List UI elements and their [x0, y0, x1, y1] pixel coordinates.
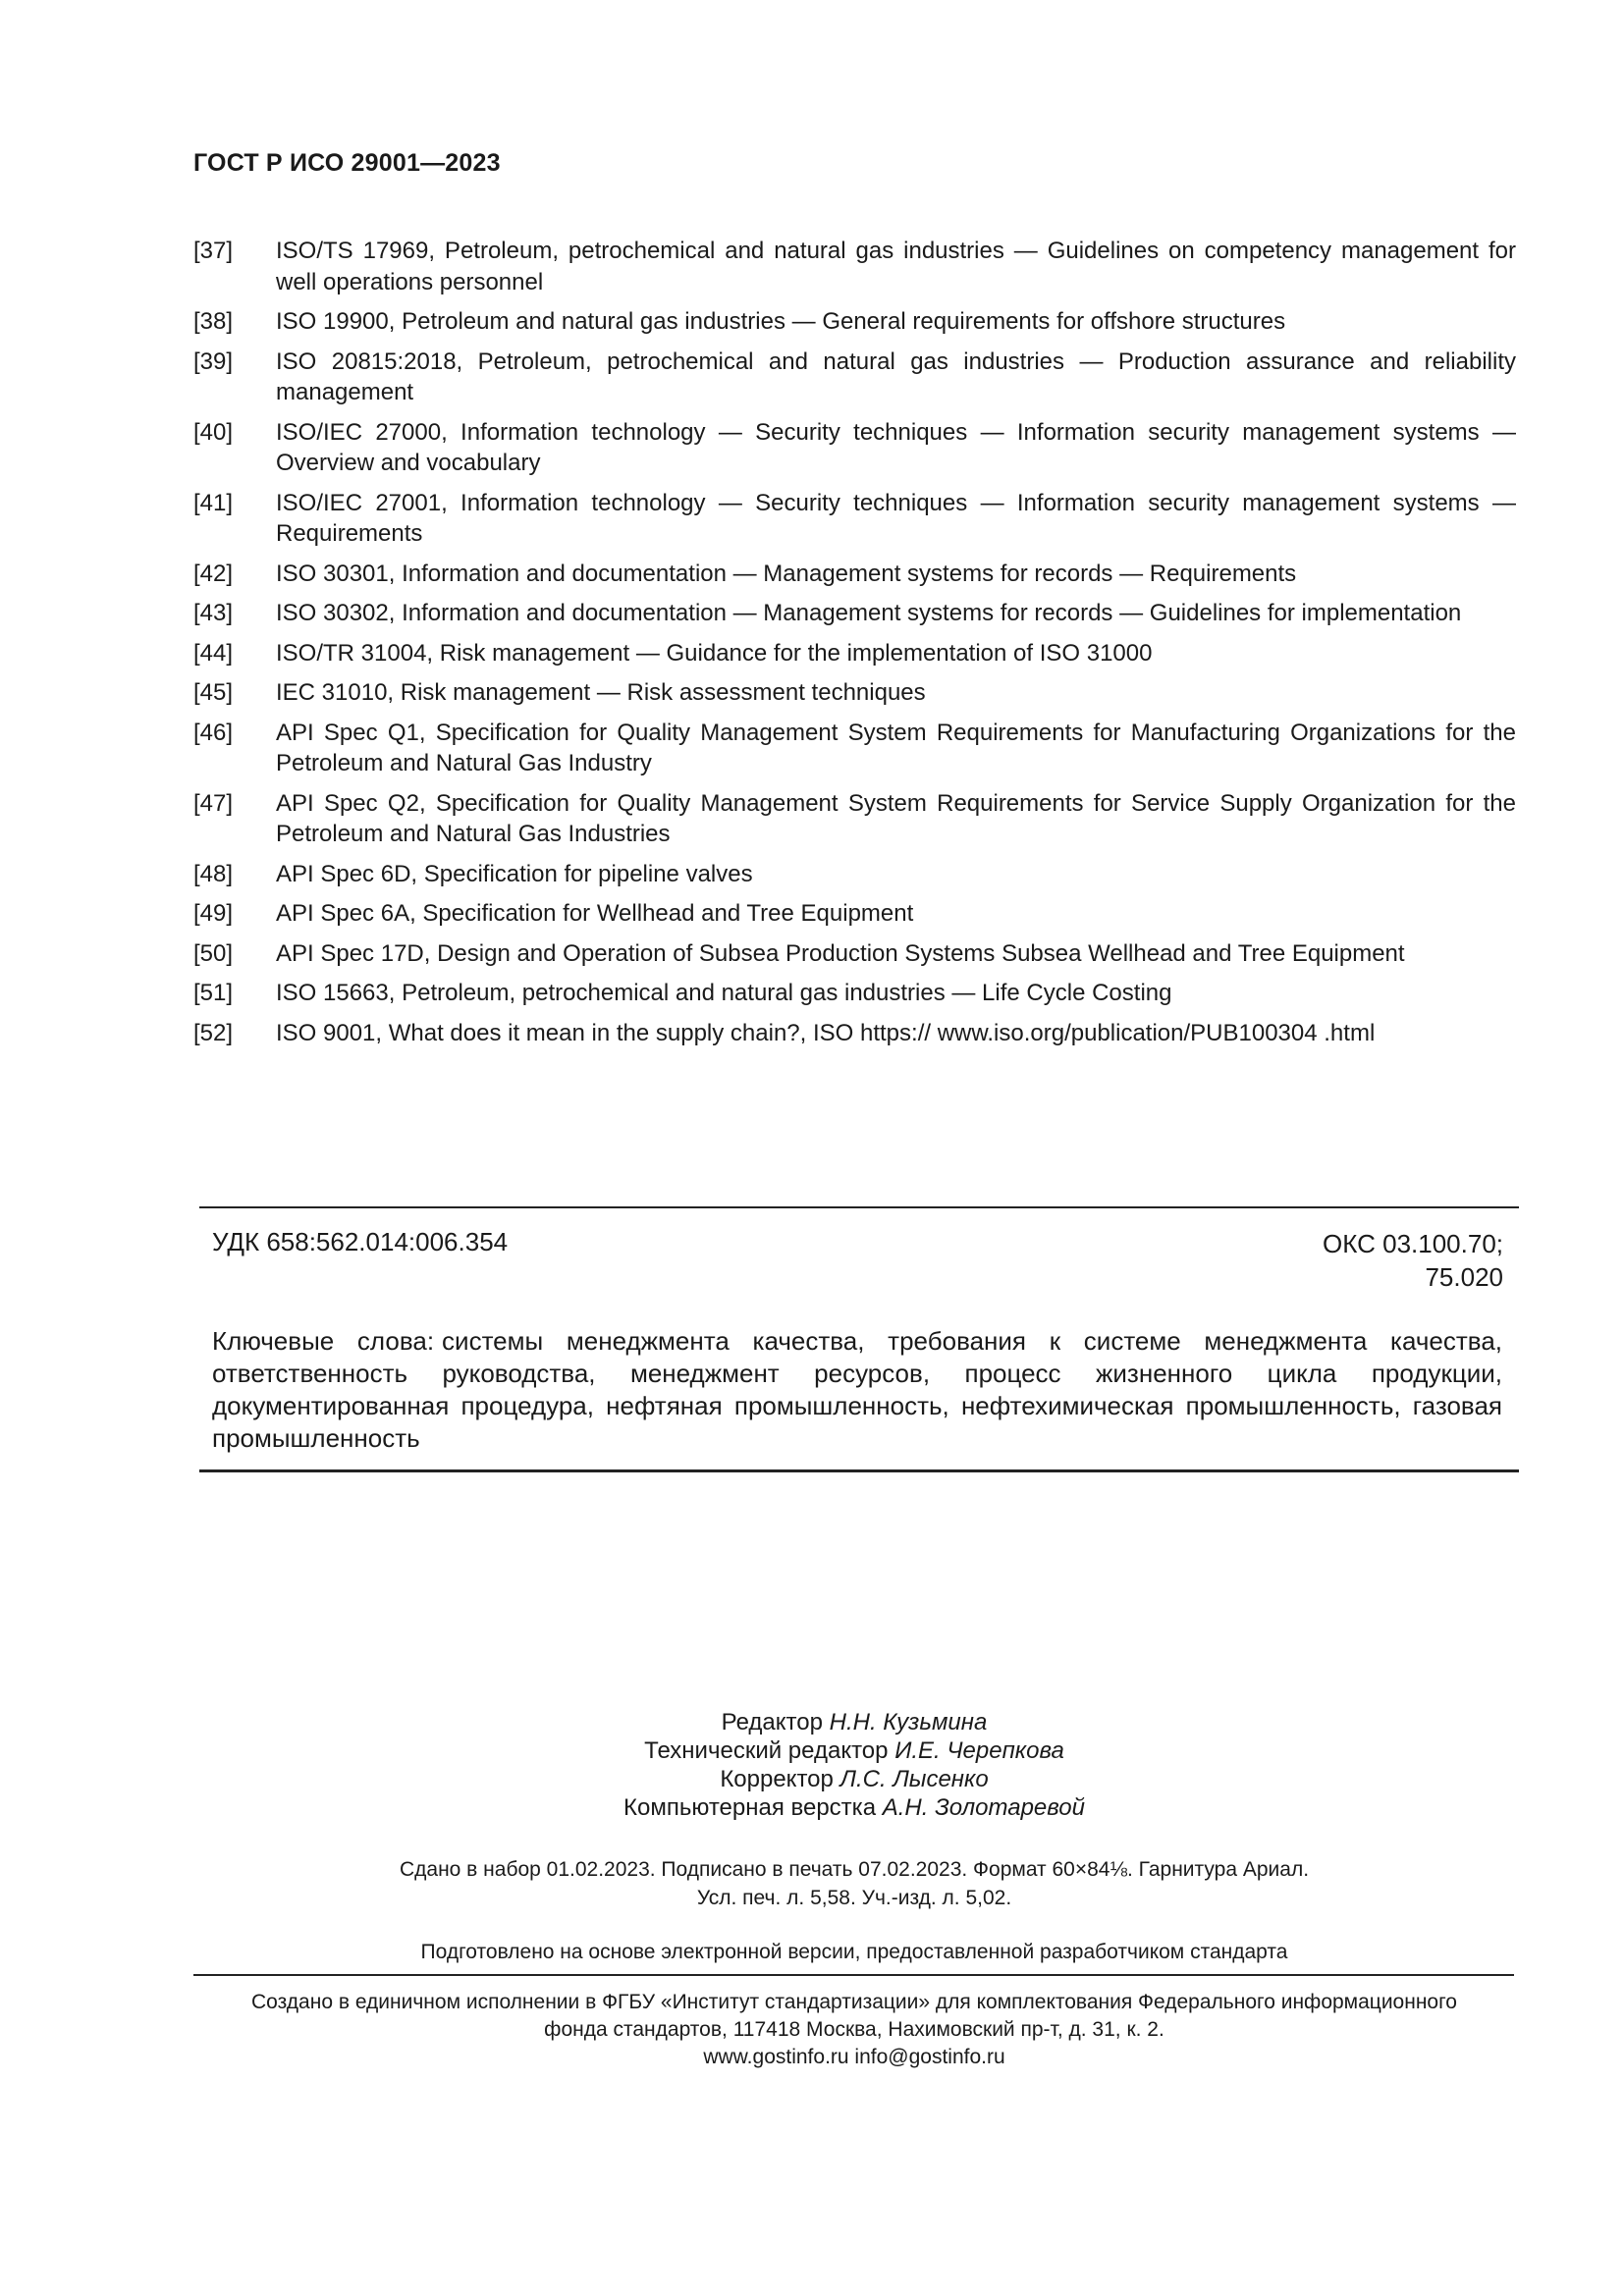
ref-number: [45]: [193, 679, 234, 706]
ref-text: ISO 19900, Petroleum and natural gas industries — General requirements for offshore structures: [276, 308, 1286, 335]
ref-number: [41]: [193, 489, 234, 516]
divider-top: [199, 1206, 1519, 1208]
print-info-line-1: Сдано в набор 01.02.2023. Подписано в печать 07.02.2023. Формат 60×84⅛. Гарнитура Ариал.: [399, 1858, 1310, 1881]
ref-number: [48]: [193, 860, 234, 887]
oks-line-2: 75.020: [1425, 1262, 1503, 1292]
ref-text: API Spec 17D, Design and Operation of Subsea Production Systems Subsea Wellhead and Tree Equipment: [276, 939, 1405, 967]
list-item: [193, 1018, 1516, 1049]
credit-layout: [0, 1793, 1624, 1822]
list-item: [193, 236, 1516, 297]
print-info-line-2: Усл. печ. л. 5,58. Уч.-изд. л. 5,02.: [696, 1887, 1012, 1909]
credit-corrector: [0, 1765, 1624, 1793]
ref-number: [42]: [193, 560, 234, 587]
ref-text: ISO/IEC 27000, Information technology — Security techniques — Information security management systems — Overview and vocabulary: [276, 418, 1516, 476]
ref-text: ISO 9001, What does it mean in the supply chain?, ISO https:// www.iso.org/publication/PUB100304 .html: [276, 1019, 1376, 1046]
list-item: [193, 718, 1516, 779]
credit-name: Л.С. Лысенко: [839, 1766, 989, 1792]
credit-name: И.Е. Черепкова: [894, 1737, 1064, 1764]
list-item: [193, 638, 1516, 669]
imprint-line-2: фонда стандартов, 117418 Москва, Нахимовский пр-т, д. 31, к. 2.: [544, 2018, 1164, 2041]
credit-name: Н.Н. Кузьмина: [829, 1709, 988, 1735]
list-item: [193, 938, 1516, 970]
list-item: [193, 347, 1516, 408]
ref-number: [51]: [193, 980, 234, 1006]
ref-number: [43]: [193, 600, 234, 626]
keywords-text: системы менеджмента качества, требования к системе менеджмента качества, ответственность руководства, менеджмент ресурсов, процесс жизненного цикла продукции, документированная процедура, нефтяная промышленность, нефтехимическая промышленность, газовая промышленность: [212, 1326, 1502, 1453]
list-item: [193, 898, 1516, 930]
document-header: ГОСТ Р ИСО 29001—2023: [193, 149, 501, 177]
ref-text: API Spec 6D, Specification for pipeline valves: [276, 860, 753, 887]
credit-role: Компьютерная верстка: [623, 1794, 877, 1821]
ref-number: [38]: [193, 308, 234, 335]
divider-imprint: [193, 1974, 1514, 1976]
bibliography-list: [193, 236, 1516, 1057]
ref-text: ISO 15663, Petroleum, petrochemical and natural gas industries — Life Cycle Costing: [276, 980, 1172, 1006]
list-item: [193, 559, 1516, 590]
credit-editor: [0, 1708, 1624, 1736]
credit-role: Корректор: [720, 1766, 834, 1792]
ref-text: ISO 30301, Information and documentation — Management systems for records — Requirements: [276, 560, 1297, 587]
ref-text: API Spec Q2, Specification for Quality Management System Requirements for Service Supply Organization for the Petroleum and Natural Gas Industries: [276, 789, 1516, 847]
credit-tech-editor: [0, 1736, 1624, 1765]
ref-text: API Spec 6A, Specification for Wellhead and Tree Equipment: [276, 900, 914, 927]
oks-line-1: ОКС 03.100.70;: [1323, 1229, 1503, 1258]
imprint-line-1: Создано в единичном исполнении в ФГБУ «Институт стандартизации» для комплектования Федерального информационного: [251, 1991, 1457, 2013]
imprint-line-3: www.gostinfo.ru info@gostinfo.ru: [703, 2046, 1005, 2068]
list-item: [193, 488, 1516, 550]
ref-number: [40]: [193, 418, 234, 446]
prepared-note: Подготовлено на основе электронной версии, предоставленной разработчиком стандарта: [420, 1941, 1288, 1963]
ref-text: IEC 31010, Risk management — Risk assessment techniques: [276, 679, 926, 706]
keywords-label: Ключевые слова:: [212, 1326, 435, 1356]
ref-number: [46]: [193, 719, 234, 746]
ref-text: ISO/TS 17969, Petroleum, petrochemical and natural gas industries — Guidelines on competency management for well operations personnel: [276, 238, 1516, 295]
ref-number: [50]: [193, 939, 234, 967]
ref-text: ISO/TR 31004, Risk management — Guidance for the implementation of ISO 31000: [276, 639, 1153, 667]
ref-text: ISO/IEC 27001, Information technology — Security techniques — Information security management systems — Requirements: [276, 489, 1516, 547]
udk-code: УДК 658:562.014:006.354: [212, 1227, 509, 1256]
list-item: [193, 788, 1516, 850]
ref-number: [49]: [193, 900, 234, 927]
ref-number: [52]: [193, 1019, 234, 1046]
credit-role: Технический редактор: [644, 1737, 889, 1764]
keywords-paragraph: [212, 1325, 1502, 1455]
list-item: [193, 677, 1516, 709]
list-item: [193, 978, 1516, 1009]
credit-role: Редактор: [721, 1709, 823, 1735]
list-item: [193, 598, 1516, 629]
credits-block: [0, 1708, 1624, 1822]
list-item: [193, 306, 1516, 338]
ref-text: API Spec Q1, Specification for Quality Management System Requirements for Manufacturing Organizations for the Petroleum and Natural Gas Industry: [276, 719, 1516, 776]
imprint-block: [0, 1989, 1624, 2071]
print-info: [0, 1855, 1624, 1912]
ref-text: ISO 20815:2018, Petroleum, petrochemical and natural gas industries — Production assurance and reliability management: [276, 347, 1516, 405]
list-item: [193, 417, 1516, 479]
oks-code: [1323, 1227, 1503, 1294]
divider-keywords: [199, 1469, 1519, 1472]
ref-number: [47]: [193, 789, 234, 817]
list-item: [193, 859, 1516, 890]
ref-number: [39]: [193, 347, 234, 375]
ref-text: ISO 30302, Information and documentation — Management systems for records — Guidelines for implementation: [276, 600, 1462, 626]
ref-number: [37]: [193, 238, 234, 264]
ref-number: [44]: [193, 639, 234, 667]
credit-name: А.Н. Золотаревой: [882, 1794, 1085, 1821]
